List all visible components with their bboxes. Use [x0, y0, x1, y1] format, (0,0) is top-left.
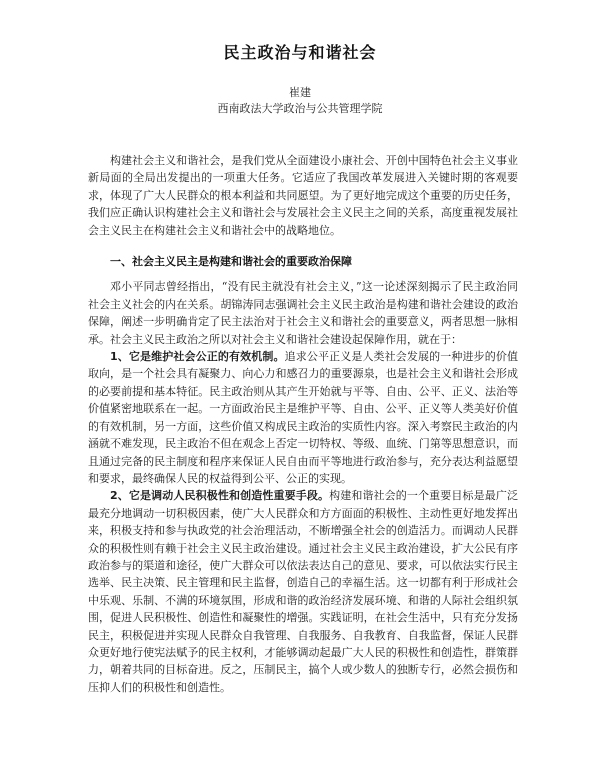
- author-name: 崔建: [289, 86, 311, 99]
- section-heading: 一、社会主义民主是构建和谐社会的重要政治保障: [110, 255, 352, 269]
- point-1-lead: 1、它是维护社会公正的有效机制。: [110, 350, 285, 364]
- intro-paragraph: 构建社会主义和谐社会，是我们党从全面建设小康社会、开创中国特色社会主义事业新局面的全局出发提出的一项重大任务。它适应了我国改革发展进入关键时期的客观要求，体现了广大人民群众的根本利益和共同愿望。为了更好地完成这个重要的历史任务，我们应正确认识构建社会主义和谐社会与发展社会主义民主之间的关系，高度重视发展社会主义民主在构建社会主义和谐社会中的战略地位。: [88, 154, 518, 237]
- point-2-body: 构建和谐社会的一个重要目标是最广泛最充分地调动一切积极因素，使广大人民群众和方方面面的积极性、主动性更好地发挥出来，积极支持和参与执政党的社会治理活动，不断增强全社会的创造活力。而调动人民群众的积极性则有赖于社会主义民主政治建设。通过社会主义民主政治建设，扩大公民有序政治参与的渠道和途径，使广大群众可以依法表达自己的意见、要求，可以依法实行民主选举、民主决策、民主管理和民主监督，创造自己的幸福生活。这一切都有利于形成社会中乐观、乐制、不满的环境氛围，形成和谐的政治经济发展环境、和谐的人际社会组织氛围，促进人民积极性、创造性和凝聚性的增强。实践证明，在社会生活中，只有充分发扬民主，积极促进并实现人民群众自我管理、自我服务、自我教育、自我监督，保证人民群众更好地行使宪法赋予的民主权利，才能够调动起最广大人民的积极性和创造性，群策群力，朝着共同的目标奋进。反之，压制民主，搞个人或少数人的独断专行，必然会损伤和压抑人们的积极性和创造性。: [88, 489, 519, 694]
- point-2-paragraph: [88, 487, 518, 696]
- point-2-lead: 2、它是调动人民积极性和创造性重要手段。: [110, 489, 330, 503]
- deng-paragraph: 邓小平同志曾经指出，“没有民主就没有社会主义，”这一论述深刻揭示了民主政治同社会主义社会的内在关系。胡锦涛同志强调社会主义民主政治是构建和谐社会建设的政治保障，阐述一步明确肯定了民主法治对于社会主义和谐社会的重要意义，两者思想一脉相承。社会主义民主政治之所以对社会主义和谐社会建设起保障作用，就在于：: [88, 280, 518, 346]
- point-1-paragraph: [88, 348, 518, 487]
- author-affiliation: 西南政法大学政治与公共管理学院: [217, 102, 383, 115]
- paper-title: 民主政治与和谐社会: [223, 43, 377, 62]
- point-1-body: 追求公平正义是人类社会发展的一种进步的价值取向，是一个社会具有凝聚力、向心力和感召力的重要源泉，也是社会主义和谐社会形成的必要前提和基本特征。民主政治则从其产生开始就与平等、自由、公平、正义、法治等价值紧密地联系在一起。一方面政治民主是维护平等、自由、公平、正义等人类美好价值的有效机制，另一方面，这些价值又构成民主政治的实质性内容。深入考察民主政治的内涵就不难发现，民主政治不但在观念上否定一切特权、等级、血统、门第等思想意识，而且通过完备的民主制度和程序来保证人民自由而平等地进行政治参与，充分表达利益愿望和要求，最终确保人民的权益得到公平、公正的实现。: [88, 350, 519, 485]
- paper-body: [88, 152, 518, 696]
